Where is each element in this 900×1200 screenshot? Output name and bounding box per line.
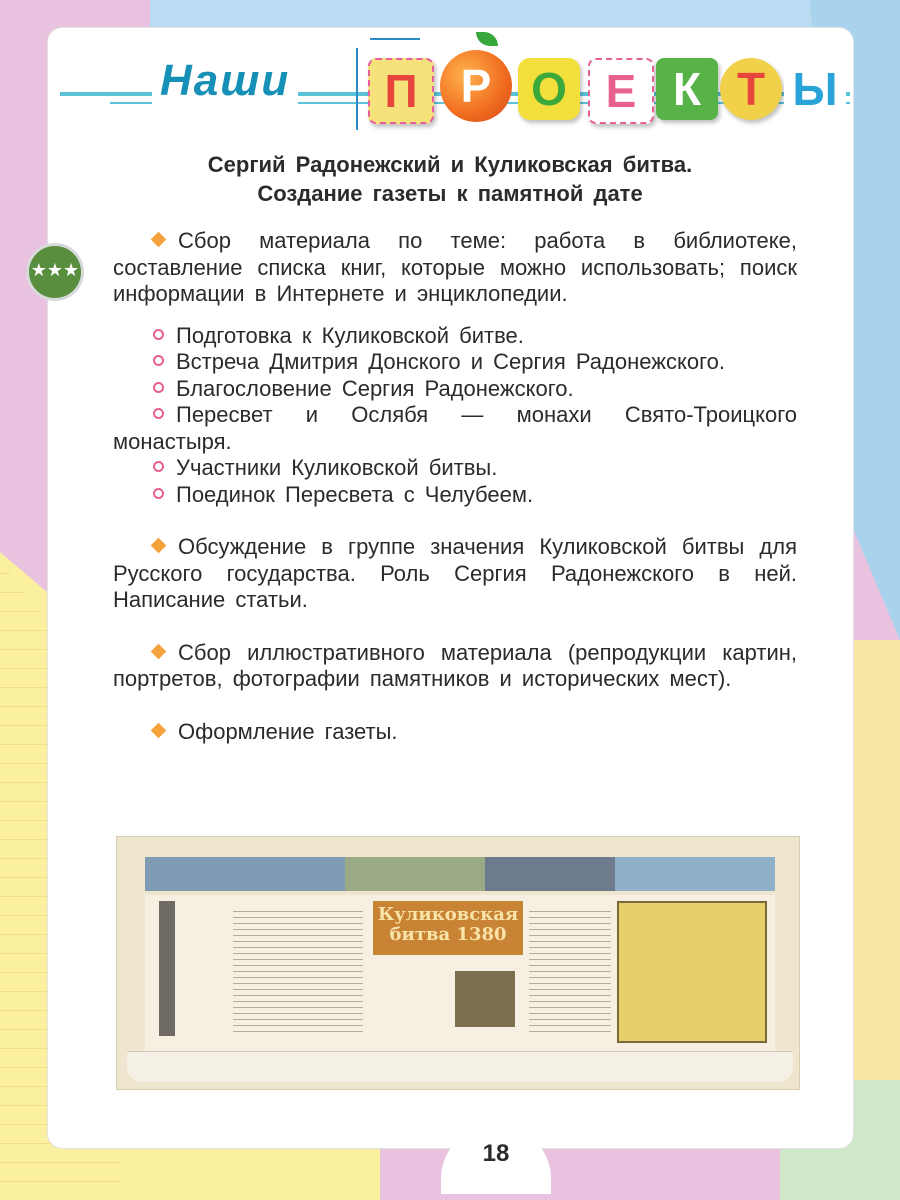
task-item: Оформление газеты. [113,719,797,746]
page-number: 18 [482,1140,510,1167]
newspaper-photo-strip [145,857,775,891]
circle-bullet-icon [153,382,164,393]
ruler-vertical-icon [356,48,358,130]
subtopic-list [113,323,797,509]
tile-apple: Р [440,50,512,122]
task-item: Обсуждение в группе значения Куликовской битвы для Русского государства. Роль Сергия Радонежского в ней. Написание статьи. [113,534,797,612]
subtopic-item: Благословение Сергия Радонежского. [113,376,797,403]
newspaper-illustration [116,836,800,1090]
title-line-1: Сергий Радонежский и Куликовская битва. [207,152,693,177]
battle-painting-image [455,971,515,1027]
newspaper-text-column [529,907,611,1037]
subtopic-item: Встреча Дмитрия Донского и Сергия Радонежского. [113,349,797,376]
circle-bullet-icon [153,329,164,340]
page-title [100,150,800,208]
diamond-bullet-icon [151,232,167,248]
newspaper-text-column [233,907,363,1037]
task-item: Сбор иллюстративного материала (репродукции картин, портретов, фотографии памятников и исторических мест). [113,639,797,691]
task-list [113,228,797,745]
tile-letter: Т [720,58,782,120]
tile-letter: Ы [784,58,846,120]
newspaper-roll [127,1051,793,1082]
diamond-bullet-icon [151,538,167,554]
subtopic-item: Поединок Пересвета с Челубеем. [113,482,797,509]
monument-column-image [159,901,175,1036]
circle-bullet-icon [153,355,164,366]
diamond-bullet-icon [151,643,167,659]
diamond-bullet-icon [151,722,167,738]
newspaper-headline: Куликовская битва 1380 [373,901,523,955]
subtopic-item: Участники Куликовской битвы. [113,455,797,482]
apple-leaf-icon [476,32,498,46]
circle-bullet-icon [153,461,164,472]
header-projects-tiles [348,30,848,120]
header-word-nashi: Наши [152,52,298,110]
title-line-2: Создание газеты к памятной дате [257,181,643,206]
tile-letter: Е [588,58,654,124]
tile-letter: К [656,58,718,120]
tile-letter: П [368,58,434,124]
difficulty-stars-icon: ★★★ [26,243,84,301]
circle-bullet-icon [153,408,164,419]
tile-letter: О [518,58,580,120]
subtopic-item: Подготовка к Куликовской битве. [113,323,797,350]
ruler-horizontal-icon [370,38,420,40]
task-item: Сбор материала по теме: работа в библиотеке, составление списка книг, которые можно использовать; поиск информации в Интернете и энциклопедии. [113,228,797,306]
circle-bullet-icon [153,488,164,499]
battle-map-image [617,901,767,1043]
subtopic-item: Пересвет и Ослябя — монахи Свято-Троицкого монастыря. [113,402,797,454]
